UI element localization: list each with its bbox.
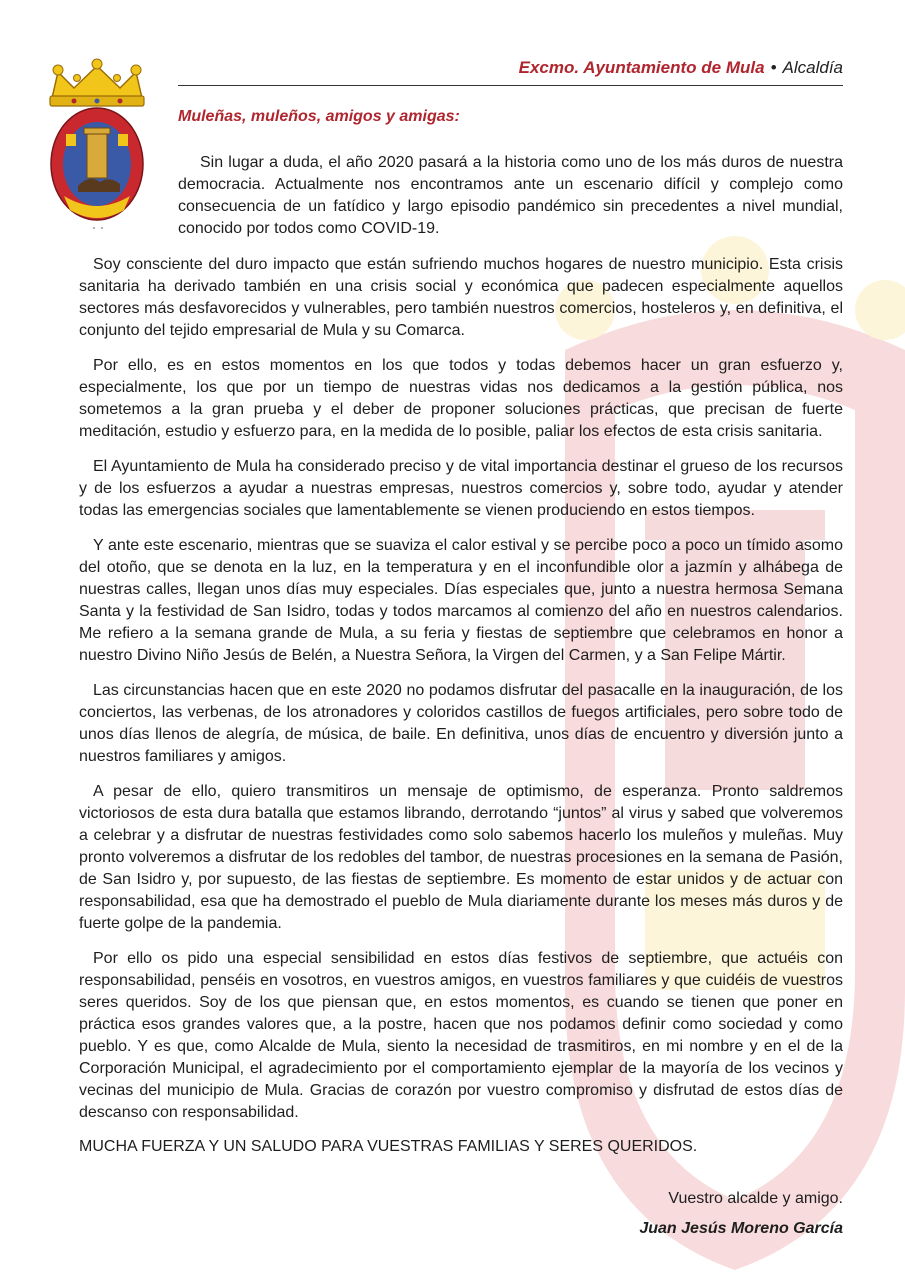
paragraph: Por ello os pido una especial sensibilidad en estos días festivos de septiembre, que actuéis con responsabilidad, penséis en vosotros, en vuestros amigos, en vuestros familiares y que cuidéis de vuestros seres queridos. Soy de los que piensan que, en estos momentos, es cuando se tienen que poner en práctica esos grandes valores que, a la postre, hacen que nos podamos definir como sociedad y como pueblo. Y es que, como Alcalde de Mula, siento la necesidad de trasmitiros, en mi nombre y en el de la Corporación Municipal, el agradecimiento por el comportamiento ejemplar de la mayoría de los vecinos y vecinas del municipio de Mula. Gracias de corazón por vuestro compromiso y disfrutad de estos días de descanso con responsabilidad. — [79, 950, 843, 1121]
crown-icon — [50, 59, 144, 106]
paragraph: Y ante este escenario, mientras que se suaviza el calor estival y se percibe poco a poco un tímido asomo del otoño, que se denota en la luz, en la temperatura y en el inconfundible olor a jazmín y alhábega de nuestras calles, llegan unos días muy especiales. Días especiales que, junto a nuestra hermosa Semana Santa y la festividad de San Isidro, todas y todos marcamos al comienzo del año en nuestros calendarios. Me refiero a la semana grande de Mula, a su feria y fiestas de septiembre que celebramos en honor a nuestro Divino Niño Jesús de Belén, a Nuestra Señora, la Virgen del Carmen, y a San Felipe Mártir. — [79, 537, 843, 664]
paragraph: A pesar de ello, quiero transmitiros un mensaje de optimismo, de esperanza. Pronto saldremos victoriosos de esta dura batalla que estamos librando, derrotando “juntos” al virus y sabed que volveremos a celebrar y a disfrutar de nuestras festividades como solo sabemos hacerlo los muleños y muleñas. Muy pronto volveremos a disfrutar de los redobles del tambor, de nuestras procesiones en la semana de Pasión, de San Isidro y, por supuesto, de las fiestas de septiembre. Es momento de estar unidos y de actuar con responsabilidad, esa que ha demostrado el pueblo de Mula diariamente durante los meses más duros y de fuerte golpe de la pandemia. — [79, 783, 843, 932]
coat-of-arms-logo — [44, 58, 150, 234]
letterhead — [178, 58, 843, 86]
salutation: Muleñas, muleños, amigos y amigas: — [178, 108, 460, 125]
paragraph: El Ayuntamiento de Mula ha considerado preciso y de vital importancia destinar el grueso de los recursos y de los esfuerzos a ayudar a nuestras empresas, nuestros comercios y, sobre todo, ayudar y atender todas las emergencias sociales que lamentablemente se vienen produciendo en estos tiempos. — [79, 458, 843, 519]
letterhead-separator: • — [770, 58, 777, 77]
letterhead-department: Alcaldía — [782, 58, 843, 77]
shield-icon — [51, 108, 143, 220]
farewell-line: Vuestro alcalde y amigo. — [668, 1190, 843, 1207]
closing-line: MUCHA FUERZA Y UN SALUDO PARA VUESTRAS FAMILIAS Y SERES QUERIDOS. — [79, 1138, 698, 1155]
paragraph: Por ello, es en estos momentos en los que todos y todas debemos hacer un gran esfuerzo y, especialmente, los que por un tiempo de nuestras vidas nos dedicamos a la gestión pública, nos sometemos a la gran prueba y el deber de proponer soluciones prácticas, que precisan de fuerte meditación, estudio y esfuerzo para, en la medida de lo posible, paliar los efectos de esta crisis sanitaria. — [79, 357, 843, 440]
letterhead-organization: Excmo. Ayuntamiento de Mula — [518, 58, 765, 77]
signature-name: Juan Jesús Moreno García — [639, 1220, 843, 1237]
paragraph: Soy consciente del duro impacto que están sufriendo muchos hogares de nuestro municipio. Esta crisis sanitaria ha derivado también en una crisis social y económica que padecen especialmente aquellos sectores más desfavorecidos y vulnerables, pero también nuestros comercios, hosteleros y, en definitiva, el conjunto del tejido empresarial de Mula y su Comarca. — [79, 256, 843, 339]
paragraph-intro: Sin lugar a duda, el año 2020 pasará a la historia como uno de los más duros de nuestra democracia. Actualmente nos encontramos ante un escenario difícil y complejo como consecuencia de un fatídico y largo episodio pandémico sin precedentes a nivel mundial, conocido por todos como COVID-19. — [178, 154, 843, 237]
paragraph: Las circunstancias hacen que en este 2020 no podamos disfrutar del pasacalle en la inauguración, de los conciertos, las verbenas, de los atronadores y coloridos castillos de fuegos artificiales, pero sobre todo de unos días llenos de alegría, de música, de baile. En definitiva, unos días de encuentro y diversión junto a nuestros familiares y amigos. — [79, 682, 843, 765]
letter-body — [79, 254, 843, 1137]
